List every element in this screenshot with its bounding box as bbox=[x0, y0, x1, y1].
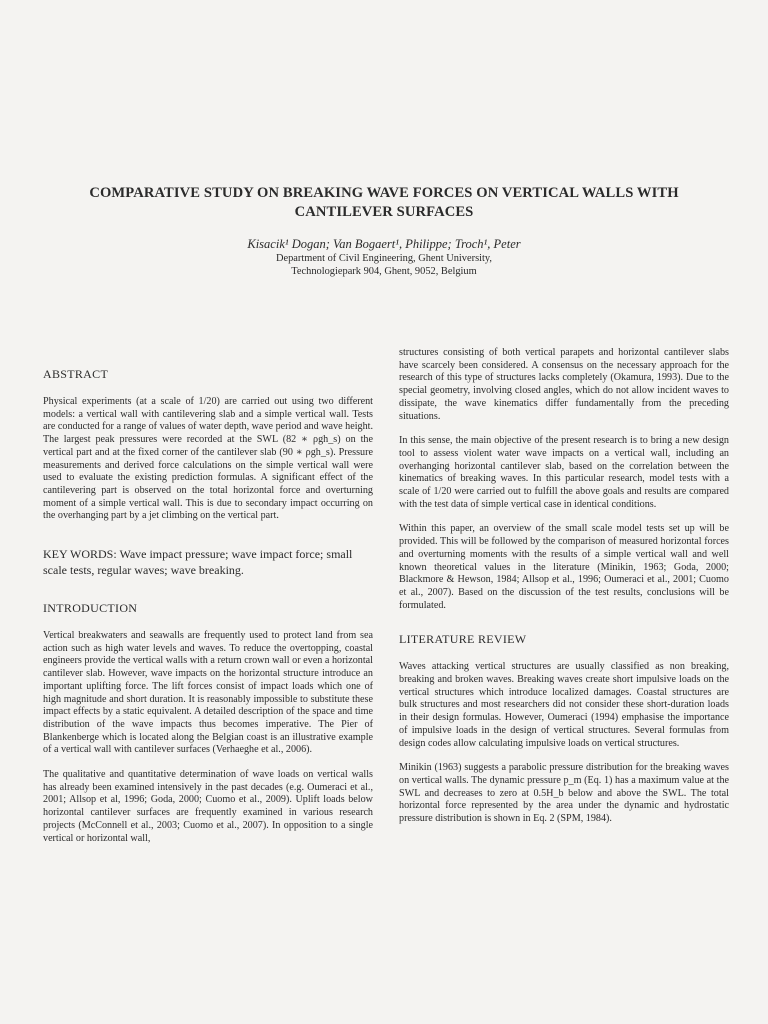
right-column bbox=[399, 347, 729, 826]
right-paragraph-3: Within this paper, an overview of the small scale model tests set up will be provided. This will be followed by the comparison of measured horizontal forces and overturning moments with the results of a simple vertical wall and well known theoretical values in the literature (Minikin, 1963; Goda, 2000; Blackmore & Hewson, 1984; Allsop et al., 1996; Oumeraci et al., 2001; Cuomo et al., 2007). Based on the discussion of the test results, conclusions will be formulated. bbox=[399, 523, 729, 611]
literature-paragraph-2: Minikin (1963) suggests a parabolic pressure distribution for the breaking waves on vertical walls. The dynamic pressure p_m (Eq. 1) has a maximum value at the SWL and decreases to zero at 0.5H_b below and above the SWL. The total horizontal force represented by the area under the dynamic and hydrostatic pressure distribution is shown in Eq. 2 (SPM, 1984). bbox=[399, 762, 729, 825]
title-line-2: CANTILEVER SURFACES bbox=[294, 204, 474, 220]
abstract-heading: ABSTRACT bbox=[43, 367, 109, 381]
right-paragraph-2: In this sense, the main objective of the present research is to bring a new design tool to assess violent water wave impacts on a vertical wall, including an overhanging horizontal cantilever slab, based on the correlation between the kinematics of breaking waves. In this particular research, model tests with a scale of 1/20 were carried out to fulfill the above goals and results are compared with the test data of simple vertical case in identical conditions. bbox=[399, 435, 729, 510]
keywords: KEY WORDS: Wave impact pressure; wave impact force; small scale tests, regular waves; wave breaking. bbox=[43, 547, 353, 578]
intro-paragraph-1: Vertical breakwaters and seawalls are frequently used to protect land from sea action such as high water levels and waves. To reduce the overtopping, coastal engineers provide the vertical walls with a return crown wall or even a horizontal cantilever slab. However, wave impacts on the horizontal structure introduce an important uplifting force. The lift forces consist of impact loads which one of high magnitude and short duration. It is reasonably impossible to substitute these impact effects by a static equivalent. A detailed description of the space and time distribution of the wave impacts thus becomes imperative. The Pier of Blankenberge which is located along the Belgian coast is an illustrative example of a vertical wall with cantilever surfaces (Verhaeghe et al., 2006). bbox=[43, 630, 373, 756]
literature-review-heading: LITERATURE REVIEW bbox=[399, 632, 527, 647]
authors: Kisacik¹ Dogan; Van Bogaert¹, Philippe; Troch¹, Peter bbox=[247, 237, 521, 251]
affiliation-line-1: Department of Civil Engineering, Ghent University, bbox=[275, 253, 493, 264]
intro-paragraph-2: The qualitative and quantitative determination of wave loads on vertical walls has already been examined intensively in the past decades (e.g. Oumeraci et al., 2001; Allsop et al, 1996; Goda, 2000; Cuomo et al., 2009). Uplift loads below horizontal cantilever surfaces are frequently examined in various research projects (McConnell et al., 2003; Cuomo et al., 2007). In opposition to a single vertical or horizontal wall, bbox=[43, 769, 373, 844]
left-column bbox=[43, 367, 373, 845]
introduction-heading: INTRODUCTION bbox=[43, 601, 138, 616]
title-line-1: COMPARATIVE STUDY ON BREAKING WAVE FORCES ON VERTICAL WALLS WITH bbox=[89, 185, 679, 201]
affiliation-line-2: Technologiepark 904, Ghent, 9052, Belgium bbox=[291, 266, 477, 277]
literature-paragraph-1: Waves attacking vertical structures are usually classified as non breaking, breaking and broken waves. Breaking waves create short impulsive loads on the vertical structures which introduce localized damages. Coastal structures are bulk structures and most researchers did not consider these short-duration loads in their design formulas. However, Oumeraci (1994) emphasise the importance of impulsive loads in the design of vertical structures. Several formulas from design codes allow calculating impulsive loads on vertical structures. bbox=[399, 661, 729, 749]
abstract-text: Physical experiments (at a scale of 1/20) are carried out using two different models: a vertical wall with cantilevering slab and a simple vertical wall. Tests are conducted for a range of values of water depth, wave period and wave height. The largest peak pressures were recorded at the SWL (82 ∗ ρgh_s) on the vertical part and at the fixed corner of the cantilever slab (90 ∗ ρgh_s). Pressure measurements and derived force calculations on the simple vertical wall were used to evaluate the existing prediction formulas. A significant effect of the cantilevering part is observed on the total horizontal force and overturning moment of a simple vertical wall. This is due to secondary impact occurring on the overhanging part by a jet climbing on the vertical part. bbox=[43, 396, 373, 522]
right-paragraph-1: structures consisting of both vertical parapets and horizontal cantilever slabs have scarcely been considered. A consensus on the necessary approach for the research of this type of structures lacks completely (Okamura, 1993). Due to the special geometry, involving closed angles, which do not allow incident waves to dissipate, the wave kinematics differ fundamentally from the preceding situations. bbox=[399, 347, 729, 422]
affiliation bbox=[60, 252, 708, 278]
paper-title bbox=[60, 184, 708, 222]
